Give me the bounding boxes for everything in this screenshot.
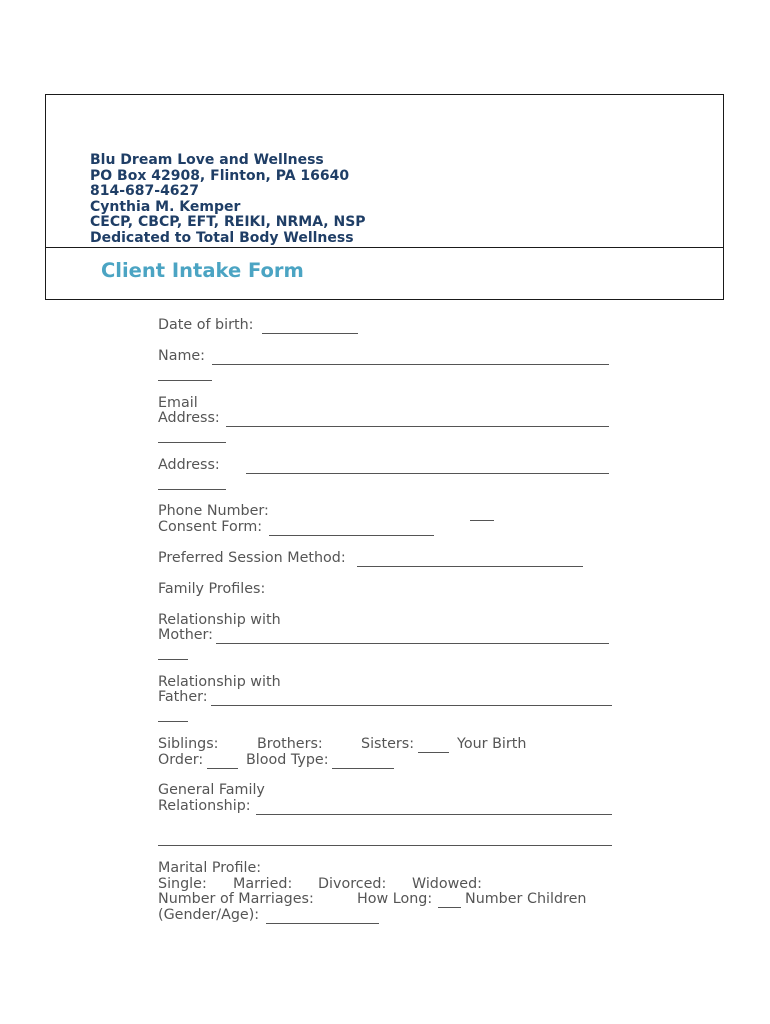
address-label: Address: (158, 457, 220, 473)
name-input[interactable] (212, 364, 609, 365)
letterhead-box (45, 94, 724, 300)
practitioner-credentials: CECP, CBCP, EFT, REIKI, NRMA, NSP (90, 214, 366, 231)
address-input[interactable] (246, 473, 609, 474)
phone-label: Phone Number: (158, 503, 269, 519)
sisters-input[interactable] (418, 752, 449, 753)
phone-input[interactable] (470, 520, 494, 521)
blood-type-input[interactable] (332, 768, 394, 769)
name-input-continuation[interactable] (158, 380, 212, 381)
gender-age-input[interactable] (266, 923, 379, 924)
how-long-input[interactable] (438, 907, 461, 908)
session-method-label: Preferred Session Method: (158, 550, 346, 566)
general-family-input[interactable] (256, 814, 612, 815)
org-name: Blu Dream Love and Wellness (90, 152, 324, 168)
birth-order-input[interactable] (207, 768, 238, 769)
mother-relationship-input[interactable] (216, 643, 609, 644)
father-relationship-continuation[interactable] (158, 721, 188, 722)
single-label: Single: (158, 876, 207, 892)
father-relationship-input[interactable] (211, 705, 612, 706)
sisters-label: Sisters: (361, 736, 415, 752)
org-phone: 814-687-4627 (90, 183, 200, 200)
general-family-label-line1: General Family (158, 782, 265, 798)
letterhead-text (90, 153, 366, 247)
marital-profile-label: Marital Profile: (158, 860, 262, 876)
brothers-label: Brothers: (257, 736, 323, 752)
blood-type-label: Blood Type: (246, 752, 329, 768)
general-family-input-line2[interactable] (158, 845, 612, 846)
consent-label: Consent Form: (158, 519, 263, 535)
number-children-label: Number Children (465, 891, 587, 907)
gender-age-label: (Gender/Age): (158, 907, 260, 923)
siblings-label: Siblings: (158, 736, 219, 752)
number-of-marriages-label: Number of Marriages: (158, 891, 314, 907)
dob-label: Date of birth: (158, 317, 254, 333)
email-input-continuation[interactable] (158, 442, 226, 443)
father-label-line1: Relationship with (158, 674, 281, 690)
email-input[interactable] (226, 426, 609, 427)
widowed-label: Widowed: (412, 876, 482, 892)
form-title: Client Intake Form (101, 259, 304, 282)
how-long-label: How Long: (357, 891, 433, 907)
email-label-line1: Email (158, 395, 198, 411)
dob-input[interactable] (262, 333, 358, 334)
mother-label-line2: Mother: (158, 627, 213, 643)
divorced-label: Divorced: (318, 876, 387, 892)
name-label: Name: (158, 348, 205, 364)
org-address: PO Box 42908, Flinton, PA 16640 (90, 167, 350, 184)
consent-input[interactable] (269, 535, 434, 536)
married-label: Married: (233, 876, 293, 892)
practitioner-name: Cynthia M. Kemper (90, 198, 241, 215)
father-label-line2: Father: (158, 689, 208, 705)
address-input-continuation[interactable] (158, 489, 226, 490)
session-method-input[interactable] (357, 566, 583, 567)
general-family-label-line2: Relationship: (158, 798, 251, 814)
birth-order-label-line2: Order: (158, 752, 204, 768)
mother-label-line1: Relationship with (158, 612, 281, 628)
mother-relationship-continuation[interactable] (158, 659, 188, 660)
org-tagline: Dedicated to Total Body Wellness (90, 229, 354, 246)
header-divider (46, 247, 723, 248)
birth-order-label-line1: Your Birth (457, 736, 527, 752)
email-label-line2: Address: (158, 410, 220, 426)
family-profiles-label: Family Profiles: (158, 581, 266, 597)
